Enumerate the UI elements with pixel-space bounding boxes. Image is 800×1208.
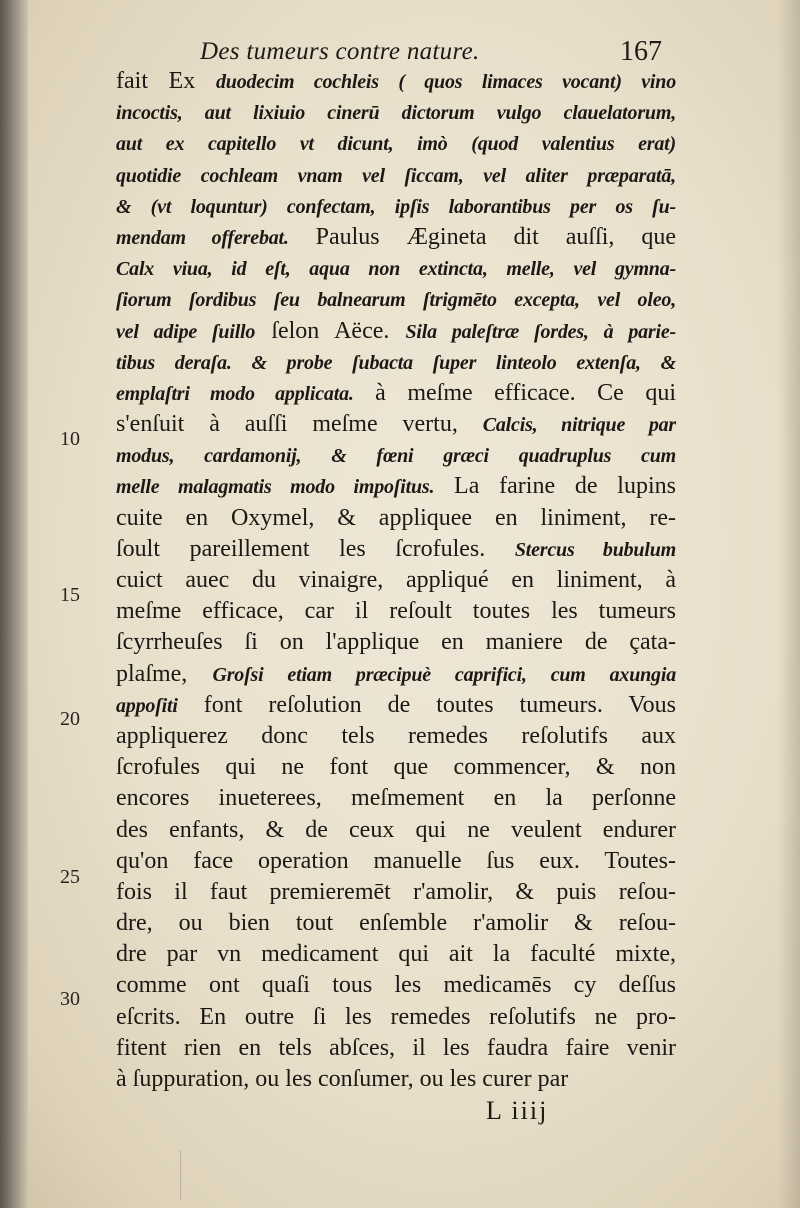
latin-italic-span: Stercus bubulum	[514, 538, 676, 561]
text-line	[116, 596, 676, 627]
text-line	[116, 877, 676, 908]
french-roman-span: s'enſuit à auſſi meſme vertu,	[116, 411, 483, 438]
text-line	[116, 659, 676, 690]
french-roman-span: encores inueterees, meſmement en la perſonne	[116, 785, 676, 812]
french-roman-span: appliquerez donc tels remedes reſolutifs aux	[116, 722, 676, 749]
french-roman-span: dre par vn medicament qui ait la faculté mixte,	[116, 941, 676, 968]
text-line	[116, 128, 676, 159]
line-number-15: 15	[60, 584, 80, 606]
text-line	[116, 534, 676, 565]
latin-italic-span: quotidie cochleam vnam vel ſiccam, vel aliter præparatā,	[116, 164, 676, 187]
text-line	[116, 939, 676, 970]
line-number-20: 20	[60, 708, 80, 730]
binding-gutter	[0, 0, 28, 1208]
french-roman-span: cuict auec du vinaigre, appliqué en liniment, à	[116, 567, 676, 593]
text-line	[116, 1002, 676, 1033]
text-line	[116, 471, 676, 502]
latin-italic-span: appoſiti	[116, 694, 178, 717]
latin-italic-span: Sila paleſtræ ſordes, à parie-	[405, 320, 676, 343]
text-line	[116, 752, 676, 783]
line-number-25: 25	[60, 866, 80, 888]
text-line	[116, 66, 676, 97]
latin-italic-span: aut ex capitello vt dicunt, imò (quod valentius erat)	[116, 133, 676, 156]
text-line	[116, 815, 676, 846]
french-roman-span: ſelon Aëce.	[255, 317, 406, 344]
text-line	[116, 846, 676, 877]
text-line	[116, 440, 676, 471]
latin-italic-span: ſiorum ſordibus ſeu balnearum ſtrigmēto excepta, vel oleo,	[116, 289, 676, 312]
latin-italic-span: & (vt loquntur) confectam, ipſis laborantibus per os ſu-	[116, 195, 676, 218]
text-line	[116, 690, 676, 721]
text-line	[116, 222, 676, 253]
latin-italic-span: incoctis, aut lixiuio cinerū dictorum vulgo clauelatorum,	[116, 102, 676, 125]
french-roman-span: ſcyrrheuſes ſi on l'applique en maniere de çata-	[116, 629, 676, 656]
french-roman-span: fitent rien en tels abſces, il les faudra faire venir	[116, 1034, 676, 1061]
text-line	[116, 160, 676, 191]
text-line	[116, 347, 676, 378]
french-roman-span: fois il faut premieremēt r'amolir, & puis reſou-	[116, 878, 676, 905]
latin-italic-span: vel adipe ſuillo	[116, 320, 256, 343]
latin-italic-span: duodecim cochleis ( quos limaces vocant) vino	[215, 71, 676, 93]
french-roman-span: dre, ou bien tout enſemble r'amolir & reſou-	[116, 910, 676, 937]
latin-italic-span: tibus deraſa. & probe ſubacta ſuper linteolo extenſa, &	[116, 351, 676, 374]
text-line	[116, 409, 676, 440]
latin-italic-span: emplaſtri modo applicata.	[116, 382, 354, 405]
french-roman-span: font reſolution de toutes tumeurs. Vous	[177, 691, 676, 718]
french-roman-span: meſme efficace, car il reſoult toutes les tumeurs	[116, 598, 676, 625]
text-line	[116, 253, 676, 284]
paper-fold-mark	[180, 1150, 189, 1200]
text-line	[116, 627, 676, 658]
latin-italic-span: melle malagmatis modo impoſitus.	[116, 476, 435, 499]
text-line	[116, 316, 676, 347]
french-roman-span: des enfants, & de ceux qui ne veulent endurer	[116, 816, 676, 843]
french-roman-span: ſcrofules qui ne font que commencer, & non	[116, 754, 676, 781]
french-roman-span: cuite en Oxymel, & appliquee en liniment, re-	[116, 504, 676, 531]
body-text	[116, 66, 676, 1095]
line-number-10: 10	[60, 428, 80, 450]
french-roman-span: ſoult pareillement les ſcrofules.	[116, 535, 515, 562]
text-line	[116, 1064, 676, 1095]
french-roman-span: fait Ex	[116, 68, 216, 94]
line-number-30: 30	[60, 988, 80, 1010]
french-roman-span: à ſuppuration, ou les conſumer, ou les curer par	[116, 1066, 569, 1092]
french-roman-span: Paulus Ægineta dit auſſi, que	[288, 223, 676, 250]
page-edge-shadow	[778, 0, 800, 1208]
page-number: 167	[620, 36, 662, 67]
french-roman-span: à meſme efficace. Ce qui	[353, 379, 676, 406]
latin-italic-span: Calx viua, id eſt, aqua non extincta, melle, vel gymna-	[116, 258, 676, 281]
french-roman-span: plaſme,	[116, 660, 213, 687]
french-roman-span: La farine de lupins	[434, 473, 676, 500]
signature-mark: L iiij	[486, 1096, 549, 1125]
text-line	[116, 503, 676, 534]
latin-italic-span: Groſsi etiam præcipuè caprifici, cum axungia	[212, 663, 676, 686]
french-roman-span: qu'on face operation manuelle ſus eux. Toutes-	[116, 847, 676, 874]
french-roman-span: eſcrits. En outre ſi les remedes reſolutifs ne pro-	[116, 1003, 676, 1030]
text-line	[116, 191, 676, 222]
latin-italic-span: mendam offerebat.	[116, 226, 289, 249]
latin-italic-span: modus, cardamonij, & fœni græci quadruplus cum	[116, 445, 676, 468]
text-line	[116, 970, 676, 1001]
text-line	[116, 97, 676, 128]
text-line	[116, 378, 676, 409]
french-roman-span: comme ont quaſi tous les medicamēs cy deſſus	[116, 972, 676, 999]
latin-italic-span: Calcis, nitrique par	[482, 414, 676, 437]
text-line	[116, 565, 676, 596]
text-line	[116, 284, 676, 315]
text-line	[116, 783, 676, 814]
running-head: Des tumeurs contre nature.	[200, 38, 480, 65]
text-line	[116, 1033, 676, 1064]
text-line	[116, 721, 676, 752]
text-line	[116, 908, 676, 939]
